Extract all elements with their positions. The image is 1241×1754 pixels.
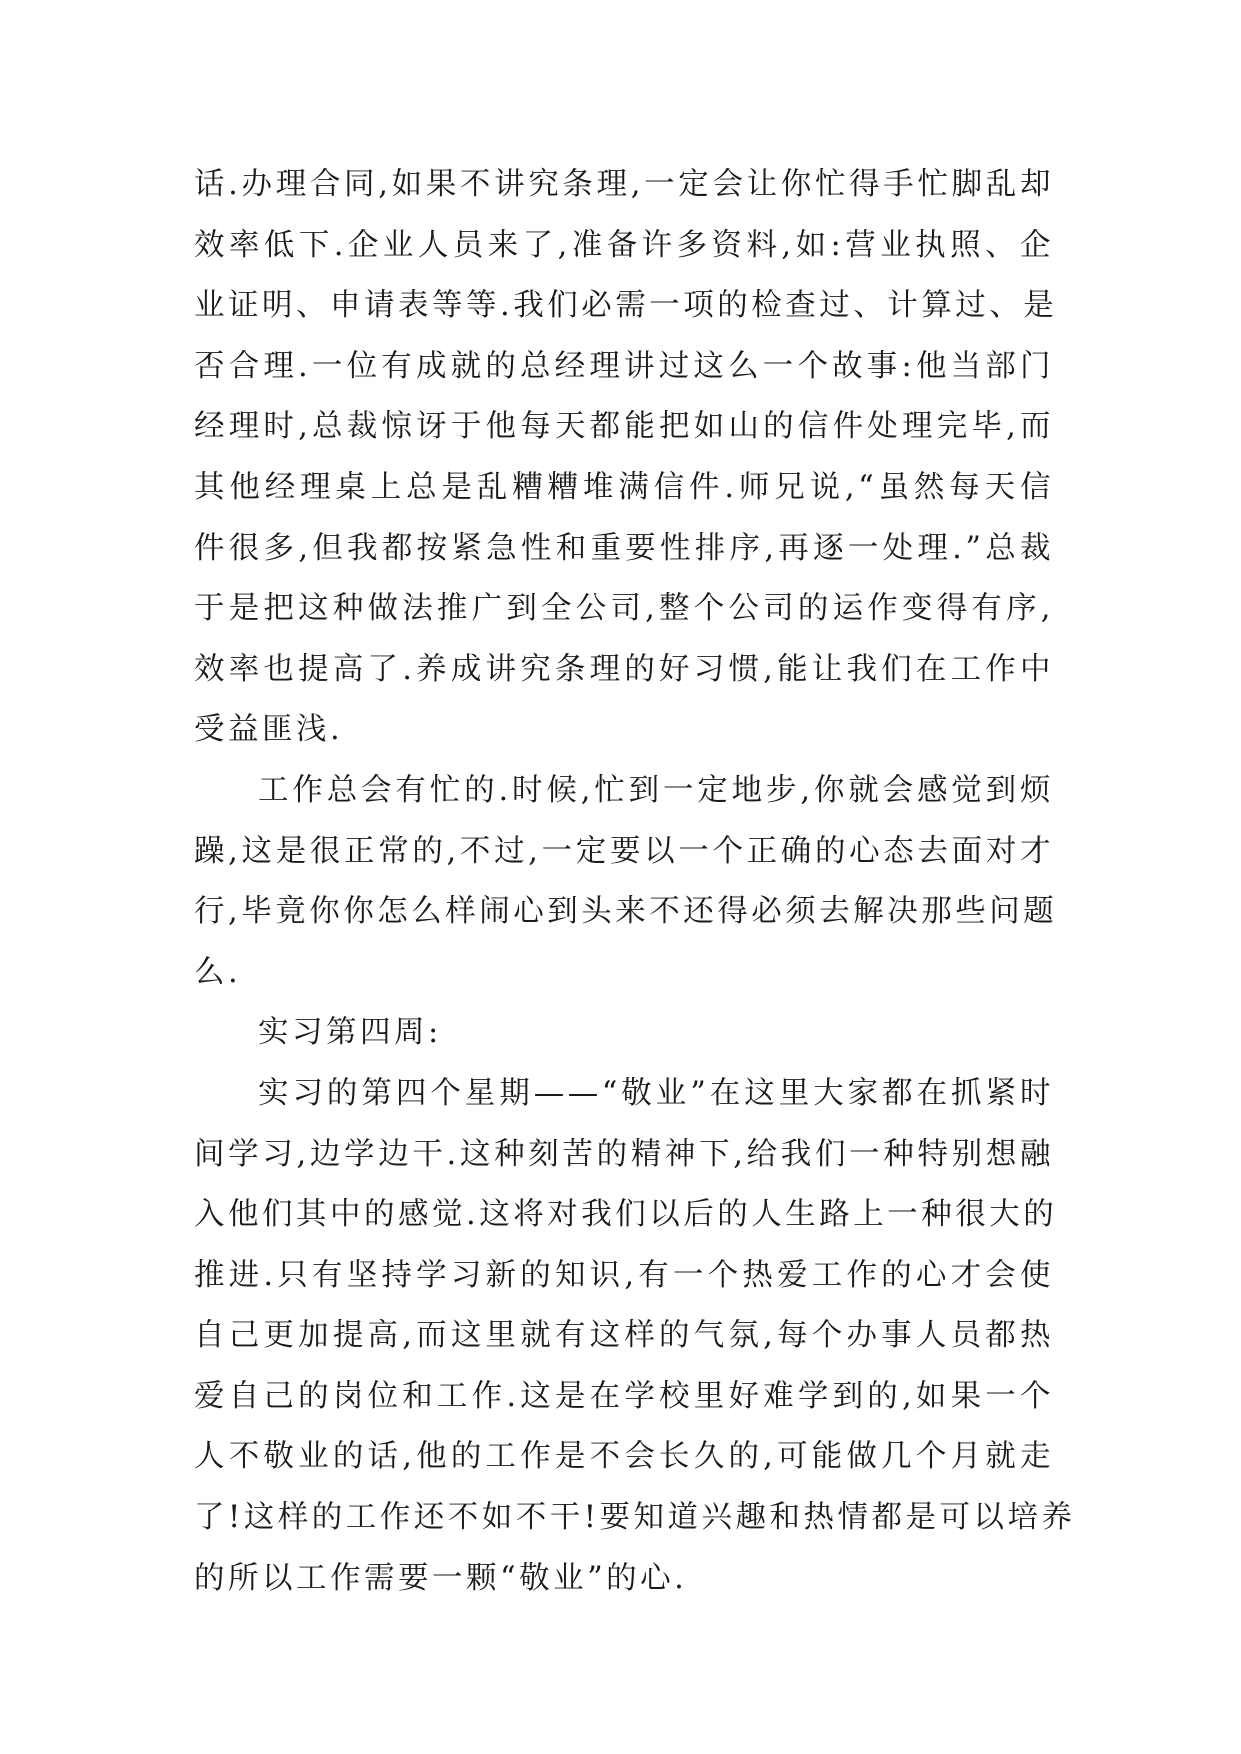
text-line: 话.办理合同,如果不讲究条理,一定会让你忙得手忙脚乱却 <box>194 167 1054 202</box>
text-line: 入他们其中的感觉.这将对我们以后的人生路上一种很大的 <box>194 1197 1058 1233</box>
text-line: 爱自己的岗位和工作.这是在学校里好难学到的,如果一个 <box>194 1378 1054 1414</box>
text-line: 受益匪浅. <box>194 712 344 748</box>
text-line: 工作总会有忙的.时候,忙到一定地步,你就会感觉到烦 <box>258 772 1054 808</box>
text-line: 的所以工作需要一颗“敬业”的心. <box>194 1560 688 1596</box>
text-line: 实习的第四个星期——“敬业”在这里大家都在抓紧时 <box>258 1075 1054 1111</box>
text-line: 否合理.一位有成就的总经理讲过这么一个故事:他当部门 <box>194 348 1054 384</box>
text-line: 躁,这是很正常的,不过,一定要以一个正确的心态去面对才 <box>194 833 1054 869</box>
text-line: 人不敬业的话,他的工作是不会长久的,可能做几个月就走 <box>194 1439 1054 1475</box>
text-line: 么. <box>194 954 242 990</box>
text-line: 自己更加提高,而这里就有这样的气氛,每个办事人员都热 <box>194 1318 1054 1354</box>
text-line: 业证明、申请表等等.我们必需一项的检查过、计算过、是 <box>194 288 1058 324</box>
text-line: 经理时,总裁惊讶于他每天都能把如山的信件处理完毕,而 <box>194 409 1054 445</box>
body-text <box>194 155 1076 1609</box>
text-line: 件很多,但我都按紧急性和重要性排序,再逐一处理.”总裁 <box>194 530 1054 566</box>
text-line: 行,毕竟你你怎么样闹心到头来不还得必须去解决那些问题 <box>194 894 1058 930</box>
text-line: 于是把这种做法推广到全公司,整个公司的运作变得有序, <box>194 591 1054 627</box>
text-line: 效率低下.企业人员来了,准备许多资料,如:营业执照、企 <box>194 227 1054 263</box>
text-line: 间学习,边学边干.这种刻苦的精神下,给我们一种特别想融 <box>194 1136 1054 1172</box>
text-line: 效率也提高了.养成讲究条理的好习惯,能让我们在工作中 <box>194 651 1054 687</box>
text-line: 推进.只有坚持学习新的知识,有一个热爱工作的心才会使 <box>194 1257 1054 1293</box>
text-line: 实习第四周: <box>258 1015 442 1051</box>
text-line: 了!这样的工作还不如不干!要知道兴趣和热情都是可以培养 <box>194 1500 1076 1536</box>
text-line: 其他经理桌上总是乱糟糟堆满信件.师兄说,“虽然每天信 <box>194 469 1054 505</box>
